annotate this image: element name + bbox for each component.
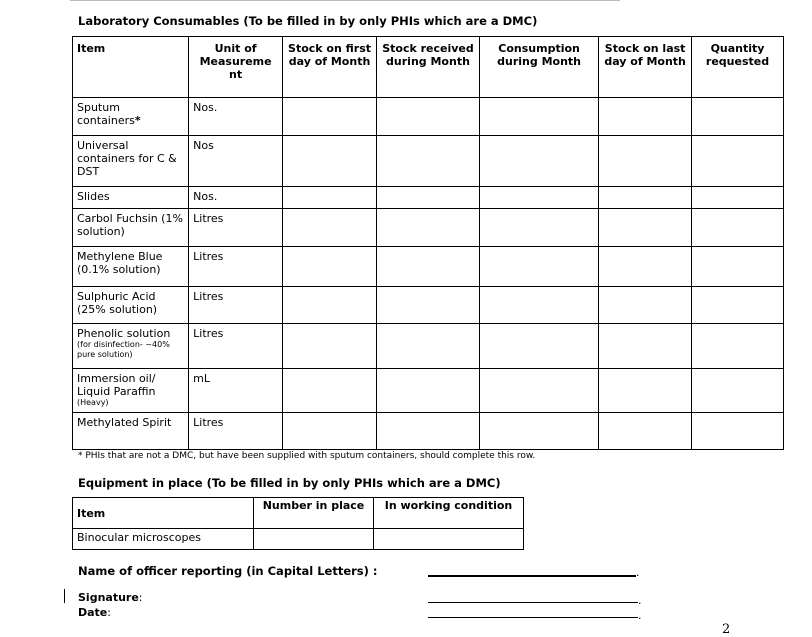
header-consumption: Consumption during Month xyxy=(479,37,598,98)
stock-received-cell[interactable] xyxy=(376,287,479,324)
header-item: Item xyxy=(73,37,189,98)
quantity-requested-cell[interactable] xyxy=(692,98,784,136)
stock-first-day-cell[interactable] xyxy=(283,98,377,136)
item-cell: Methylated Spirit xyxy=(73,413,189,450)
officer-name-label: Name of officer reporting (in Capital Letters) : xyxy=(78,564,378,578)
consumables-title: Laboratory Consumables (To be filled in by only PHIs which are a DMC) xyxy=(78,14,538,28)
unit-cell: Litres xyxy=(189,413,283,450)
consumption-cell[interactable] xyxy=(479,287,598,324)
consumables-table xyxy=(72,36,784,450)
stock-received-cell[interactable] xyxy=(376,369,479,413)
stock-first-day-cell[interactable] xyxy=(283,187,377,209)
table-header-row xyxy=(73,498,524,529)
item-note: (Heavy) xyxy=(77,398,109,407)
consumption-cell[interactable] xyxy=(479,247,598,287)
stock-received-cell[interactable] xyxy=(376,247,479,287)
unit-cell: Litres xyxy=(189,247,283,287)
stock-last-day-cell[interactable] xyxy=(599,136,692,187)
top-rule xyxy=(70,0,620,1)
item-name: Sputum containers xyxy=(77,101,135,127)
revision-bar xyxy=(64,589,65,603)
page-number: 2 xyxy=(722,622,731,637)
unit-cell: Nos. xyxy=(189,187,283,209)
item-cell xyxy=(73,369,189,413)
table-row xyxy=(73,247,784,287)
item-cell: Carbol Fuchsin (1% solution) xyxy=(73,209,189,247)
stock-received-cell[interactable] xyxy=(376,187,479,209)
table-row xyxy=(73,287,784,324)
stock-last-day-cell[interactable] xyxy=(599,287,692,324)
signature-label-text: Signature xyxy=(78,591,139,604)
consumption-cell[interactable] xyxy=(479,413,598,450)
unit-cell: Litres xyxy=(189,287,283,324)
date-label xyxy=(78,606,111,619)
consumption-cell[interactable] xyxy=(479,136,598,187)
stock-first-day-cell[interactable] xyxy=(283,247,377,287)
equipment-table xyxy=(72,497,524,550)
stock-first-day-cell[interactable] xyxy=(283,287,377,324)
item-note: (for disinfection- ~40% pure solution) xyxy=(77,340,170,359)
table-row xyxy=(73,413,784,450)
equipment-title: Equipment in place (To be filled in by only PHIs which are a DMC) xyxy=(78,476,501,490)
table-row xyxy=(73,136,784,187)
signature-label xyxy=(78,591,143,604)
item-cell: Binocular microscopes xyxy=(73,529,254,550)
header-stock-last-day: Stock on last day of Month xyxy=(599,37,692,98)
quantity-requested-cell[interactable] xyxy=(692,136,784,187)
consumption-cell[interactable] xyxy=(479,209,598,247)
stock-first-day-cell[interactable] xyxy=(283,209,377,247)
table-row xyxy=(73,209,784,247)
consumption-cell[interactable] xyxy=(479,324,598,369)
officer-name-line[interactable] xyxy=(428,575,636,577)
date-line[interactable] xyxy=(428,617,638,618)
footnote: * PHIs that are not a DMC, but have been supplied with sputum containers, should complete this row. xyxy=(78,451,536,461)
item-cell xyxy=(73,98,189,136)
consumption-cell[interactable] xyxy=(479,187,598,209)
stock-first-day-cell[interactable] xyxy=(283,369,377,413)
date-line-end: . xyxy=(638,609,642,622)
stock-last-day-cell[interactable] xyxy=(599,209,692,247)
table-row xyxy=(73,529,524,550)
stock-received-cell[interactable] xyxy=(376,324,479,369)
unit-cell: Nos xyxy=(189,136,283,187)
stock-last-day-cell[interactable] xyxy=(599,187,692,209)
signature-line[interactable] xyxy=(428,602,638,603)
header-stock-received: Stock received during Month xyxy=(376,37,479,98)
stock-received-cell[interactable] xyxy=(376,136,479,187)
quantity-requested-cell[interactable] xyxy=(692,287,784,324)
item-name: Phenolic solution xyxy=(77,327,171,340)
number-in-place-cell[interactable] xyxy=(254,529,374,550)
header-item: Item xyxy=(73,498,254,529)
stock-first-day-cell[interactable] xyxy=(283,413,377,450)
stock-last-day-cell[interactable] xyxy=(599,413,692,450)
quantity-requested-cell[interactable] xyxy=(692,413,784,450)
consumption-cell[interactable] xyxy=(479,369,598,413)
item-name: Immersion oil/ Liquid Paraffin xyxy=(77,372,156,398)
quantity-requested-cell[interactable] xyxy=(692,369,784,413)
officer-line-end: . xyxy=(636,566,640,579)
date-label-text: Date xyxy=(78,606,108,619)
table-row xyxy=(73,324,784,369)
working-condition-cell[interactable] xyxy=(374,529,524,550)
item-cell: Methylene Blue (0.1% solution) xyxy=(73,247,189,287)
item-cell: Sulphuric Acid (25% solution) xyxy=(73,287,189,324)
table-row xyxy=(73,369,784,413)
header-stock-first-day: Stock on first day of Month xyxy=(283,37,377,98)
consumption-cell[interactable] xyxy=(479,98,598,136)
stock-received-cell[interactable] xyxy=(376,209,479,247)
unit-cell: Litres xyxy=(189,209,283,247)
header-number-in-place: Number in place xyxy=(254,498,374,529)
table-row xyxy=(73,98,784,136)
date-colon: : xyxy=(107,606,111,619)
unit-cell: Nos. xyxy=(189,98,283,136)
unit-cell: mL xyxy=(189,369,283,413)
stock-received-cell[interactable] xyxy=(376,413,479,450)
item-cell: Universal containers for C & DST xyxy=(73,136,189,187)
header-quantity-requested: Quantity requested xyxy=(692,37,784,98)
stock-first-day-cell[interactable] xyxy=(283,324,377,369)
footnote-marker: * xyxy=(134,114,141,127)
signature-line-end: . xyxy=(638,594,642,607)
quantity-requested-cell[interactable] xyxy=(692,247,784,287)
stock-last-day-cell[interactable] xyxy=(599,324,692,369)
stock-last-day-cell[interactable] xyxy=(599,247,692,287)
item-cell: Slides xyxy=(73,187,189,209)
unit-cell: Litres xyxy=(189,324,283,369)
quantity-requested-cell[interactable] xyxy=(692,324,784,369)
stock-received-cell[interactable] xyxy=(376,98,479,136)
quantity-requested-cell[interactable] xyxy=(692,209,784,247)
item-cell xyxy=(73,324,189,369)
header-unit: Unit of Measureme nt xyxy=(189,37,283,98)
signature-colon: : xyxy=(138,591,143,604)
stock-last-day-cell[interactable] xyxy=(599,369,692,413)
stock-last-day-cell[interactable] xyxy=(599,98,692,136)
quantity-requested-cell[interactable] xyxy=(692,187,784,209)
table-header-row xyxy=(73,37,784,98)
header-working-condition: In working condition xyxy=(374,498,524,529)
stock-first-day-cell[interactable] xyxy=(283,136,377,187)
table-row xyxy=(73,187,784,209)
